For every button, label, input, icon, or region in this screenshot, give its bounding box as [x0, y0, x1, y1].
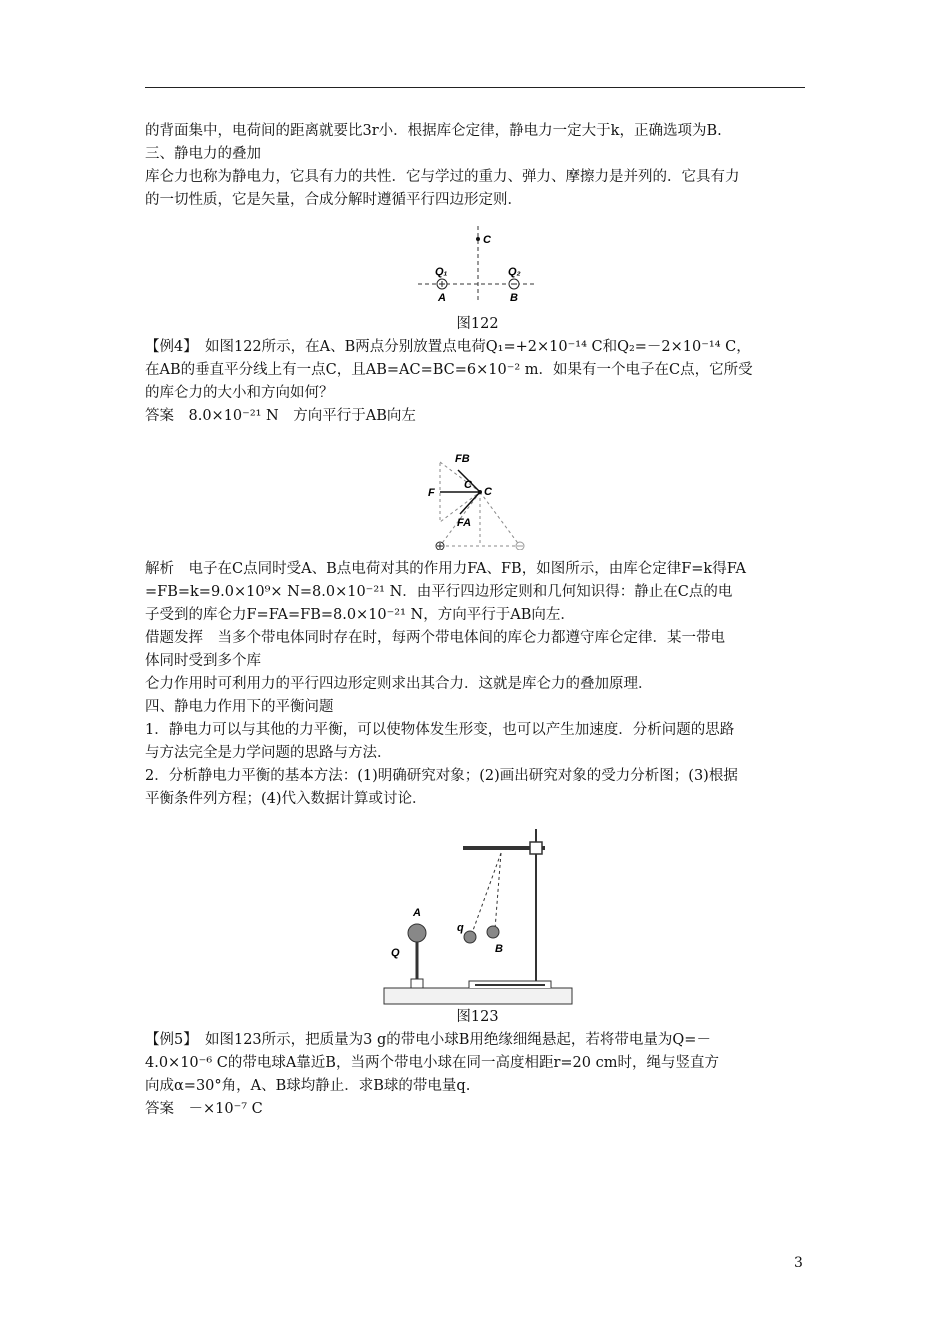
header-rule — [145, 87, 805, 88]
figure-force-diagram — [408, 440, 548, 550]
fig122-label-b: B — [509, 292, 518, 304]
figure-123 — [383, 821, 573, 1006]
page-content — [145, 120, 810, 1121]
text-line: 的背面集中，电荷间的距离就要比3r小．根据库仑定律，静电力一定大于k，正确选项为B. — [145, 123, 722, 139]
figure-122 — [398, 224, 558, 309]
text-line: 借题发挥 当多个带电体同时存在时，每两个带电体间的库仑力都遵守库仑定律．某一带电 — [145, 630, 725, 646]
fig122-label-c: C — [482, 234, 491, 246]
page-number: 3 — [794, 1255, 803, 1271]
text-line: 平衡条件列方程；(4)代入数据计算或讨论． — [145, 791, 427, 807]
figure-122-caption: 图122 — [456, 316, 499, 332]
fig123-label-q-small: q — [456, 922, 464, 934]
text-line: 与方法完全是力学问题的思路与方法． — [145, 745, 392, 761]
text-line: 在AB的垂直平分线上有一点C，且AB=AC=BC=6×10⁻² m．如果有一个电子在C点，它所受 — [145, 362, 753, 378]
figure-123-caption: 图123 — [456, 1009, 499, 1025]
force-label-c1: C — [463, 479, 472, 491]
fig123-label-a: A — [412, 907, 421, 919]
fig122-label-q1: Q₁ — [434, 266, 447, 278]
example-4: 【例4】 如图122所示，在A、B两点分别放置点电荷Q₁=+2×10⁻¹⁴ C和Q₂=－2×10⁻¹⁴ C， — [145, 339, 751, 355]
text-line: 子受到的库仑力F=FA=FB=8.0×10⁻²¹ N，方向平行于AB向左． — [145, 607, 575, 623]
example-5: 【例5】 如图123所示，把质量为3 g的带电小球B用绝缘细绳悬起，若将带电量为Q=－ — [145, 1032, 711, 1048]
section-heading: 四、静电力作用下的平衡问题 — [145, 699, 334, 715]
force-label-f: F — [427, 487, 435, 499]
fig122-label-a: A — [437, 292, 446, 304]
text-line: 的一切性质，它是矢量，合成分解时遵循平行四边形定则． — [145, 192, 522, 208]
force-label-c2: C — [483, 486, 492, 498]
fig123-label-b: B — [494, 943, 503, 955]
text-line: 仑力作用时可利用力的平行四边形定则求出其合力．这就是库仑力的叠加原理． — [145, 676, 653, 692]
text-line: =FB=k=9.0×10⁹× N=8.0×10⁻²¹ N．由平行四边形定则和几何知识得：静止在C点的电 — [145, 584, 733, 600]
text-line: 体同时受到多个库 — [145, 653, 261, 669]
text-line: 库仑力也称为静电力，它具有力的共性．它与学过的重力、弹力、摩擦力是并列的．它具有力 — [145, 169, 740, 185]
force-label-fa: FA — [456, 517, 471, 529]
force-label-fb: FB — [454, 453, 470, 465]
answer-line: 答案 8.0×10⁻²¹ N 方向平行于AB向左 — [145, 408, 416, 424]
answer-line: 答案 －×10⁻⁷ C — [145, 1101, 263, 1117]
text-line: 的库仑力的大小和方向如何？ — [145, 385, 334, 401]
text-line: 4.0×10⁻⁶ C的带电球A靠近B，当两个带电小球在同一高度相距r=20 cm时，绳与竖直方 — [145, 1055, 719, 1071]
section-heading: 三、静电力的叠加 — [145, 146, 261, 162]
fig122-label-q2: Q₂ — [507, 266, 521, 278]
text-line: 2．分析静电力平衡的基本方法：(1)明确研究对象；(2)画出研究对象的受力分析图；(3)根据 — [145, 768, 738, 784]
analysis-line: 解析 电子在C点同时受A、B点电荷对其的作用力FA、FB，如图所示，由库仑定律F=k得FA — [145, 561, 746, 577]
text-line: 1．静电力可以与其他的力平衡，可以使物体发生形变，也可以产生加速度．分析问题的思路 — [145, 722, 735, 738]
fig123-label-q: Q — [390, 947, 400, 959]
text-line: 向成α=30°角，A、B球均静止．求B球的带电量q. — [145, 1078, 471, 1094]
